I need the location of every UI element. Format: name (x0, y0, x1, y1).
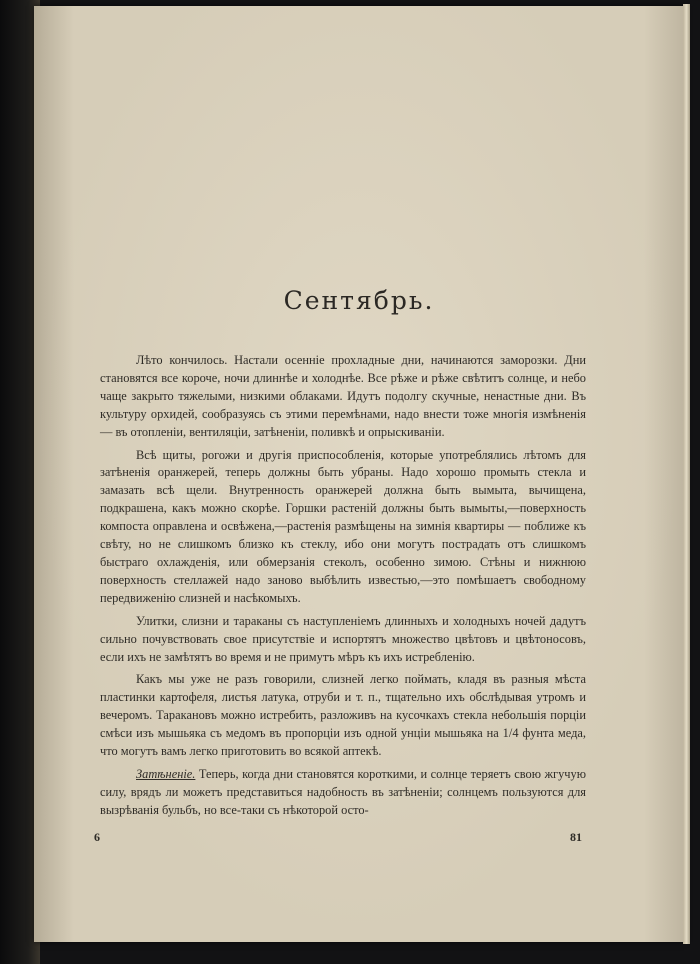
paragraph-1: Лѣто кончилось. Настали осеннiе прохладные дни, начинаются заморозки. Дни становятся все короче, ночи длиннѣе и холоднѣе. Все рѣже и рѣже свѣтитъ солнце, и небо чаще закрыто тяжелыми, низкими облаками. Идутъ подолгу скучные, ненастные дни. Въ культуру орхидей, сообразуясь съ этими перемѣнами, надо внести тоже многiя измѣненiя — въ отопленiи, вентиляцiи, затѣненiи, поливкѣ и опрыскиванiи. (100, 353, 586, 439)
chapter-heading: Сентябрь. (283, 286, 435, 315)
paragraph-2: Всѣ щиты, рогожи и другiя приспособленiя, которые употреблялись лѣтомъ для затѣненiя оранжерей, теперь должны быть убраны. Надо хорошо промыть стекла и замазать всѣ щели. Внутренность оранжерей должна быть вымыта, вычищена, подкрашена, какъ можно скорѣе. Горшки растенiй должны быть вымыты,—поверхность компоста оправлена и освѣжена,—растенiя размѣщены на зимнiя квартиры — поближе къ свѣту, но не слишкомъ близко къ стеклу, ибо они могутъ пострадать отъ слишкомъ быстраго охлажденiя, или обмерзанiя стеколъ, особенно зимою. Стѣны и нижнюю поверхность стеллажей надо заново выбѣлить известью,—это помѣшаетъ свободному передвиженiю слизней и насѣкомыхъ. (100, 447, 586, 605)
paragraph-4: Какъ мы уже не разъ говорили, слизней легко поймать, кладя въ разныя мѣста пластинки картофеля, листья латука, отруби и т. п., тщательно ихъ обслѣдывая утромъ и вечеромъ. Таракановъ можно истребить, разложивъ на кусочкахъ стекла небольшiя порцiи смѣси изъ мышьяка съ медомъ въ пропорцiи изъ одной унцiи мышьяка на 1/4 фунта меда, что могутъ вамъ легко приготовить во всякой аптекѣ. (100, 672, 586, 759)
page-edge (683, 4, 690, 944)
paragraph-5-runin-heading: Затѣненiе. (136, 766, 196, 781)
page-number: 81 (570, 830, 582, 844)
paragraph-3: Улитки, слизни и тараканы съ наступленiемъ длинныхъ и холодныхъ ночей дадутъ сильно почувствовать свое присутствiе и испортятъ множество цвѣтовъ и цвѣтоносовъ, если ихъ не замѣтятъ во время и не примутъ мѣръ къ ихъ истребленiю. (100, 613, 586, 664)
book-page (34, 6, 684, 942)
paragraph-5 (100, 766, 586, 820)
body-text (100, 352, 586, 825)
signature-mark: 6 (94, 830, 100, 844)
paragraph-5-text: Теперь, когда дни становятся короткими, и солнце теряетъ свою жгучую силу, врядъ ли можетъ представиться надобность въ затѣненiи; солнцемъ пользуются для вызрѣванiя бульбъ, но все-таки съ нѣкоторой осто- (100, 766, 586, 817)
